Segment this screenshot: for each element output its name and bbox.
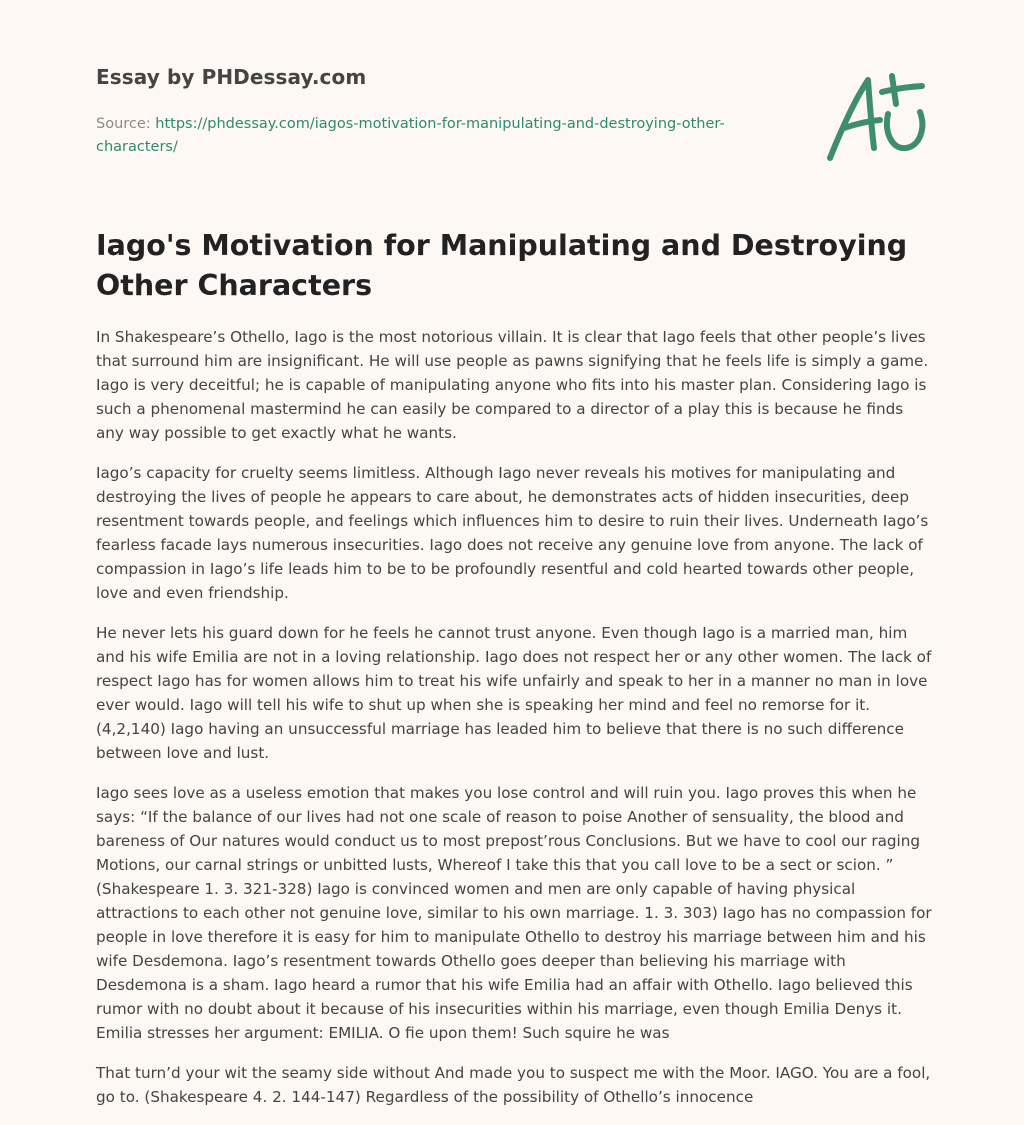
source-line (96, 113, 796, 159)
a-plus-logo-icon (822, 68, 932, 166)
paragraph-5: That turn’d your wit the seamy side without And made you to suspect me with the Moor. IAGO. You are a fool, go to. (Shakespeare 4. 2. 144-147) Regardless of the possibility of Othello’s innocence (96, 1064, 931, 1106)
paragraph-4: Iago sees love as a useless emotion that makes you lose control and will ruin you. Iago proves this when he says: “If the balance of our lives had not one scale of reason to poise Another of sensuality, the blood and bareness of Our natures would conduct us to most prepost’rous Conclusions. But we have to cool our raging Motions, our carnal strings or unbitted lusts, Whereof I take this that you call love to be a sect or scion. ” (Shakespeare 1. 3. 321-328) Iago is convinced women and men are only capable of having physical attractions to each other not genuine love, similar to his own marriage. 1. 3. 303) Iago has no compassion for people in love therefore it is easy for him to manipulate Othello to destroy his marriage between him and his wife Desdemona. Iago’s resentment towards Othello goes deeper than believing his marriage with Desdemona is a sham. Iago heard a rumor that his wife Emilia had an affair with Othello. Iago believed this rumor with no doubt about it because of his insecurities within his marriage, even though Emilia Denys it. Emilia stresses her argument: EMILIA. O fie upon them! Such squire he was (96, 784, 932, 1042)
article-title: Iago's Motivation for Manipulating and Destroying Other Characters (96, 229, 908, 302)
article-body (96, 325, 932, 1125)
source-link[interactable]: https://phdessay.com/iagos-motivation-for-manipulating-and-destroying-other-characters/ (96, 116, 725, 155)
site-name: Essay by PHDessay.com (96, 65, 367, 89)
paragraph-2: Iago’s capacity for cruelty seems limitless. Although Iago never reveals his motives for manipulating and destroying the lives of people he appears to care about, he demonstrates acts of hidden insecurities, deep resentment towards people, and feelings which influences him to desire to ruin their lives. Underneath Iago’s fearless facade lays numerous insecurities. Iago does not receive any genuine love from anyone. The lack of compassion in Iago’s life leads him to be to be profoundly resentful and cold hearted towards other people, love and even friendship. (96, 464, 929, 602)
source-label: Source: (96, 116, 156, 132)
paragraph-3: He never lets his guard down for he feels he cannot trust anyone. Even though Iago is a married man, him and his wife Emilia are not in a loving relationship. Iago does not respect her or any other women. The lack of respect Iago has for women allows him to treat his wife unfairly and speak to her in a manner no man in love ever would. Iago will tell his wife to shut up when she is speaking her mind and feel no remorse for it. (4,2,140) Iago having an unsuccessful marriage has leaded him to believe that there is no such difference between love and lust. (96, 624, 932, 762)
paragraph-1: In Shakespeare’s Othello, Iago is the most notorious villain. It is clear that Iago feels that other people’s lives that surround him are insignificant. He will use people as pawns signifying that he feels life is simply a game. Iago is very deceitful; he is capable of manipulating anyone who fits into his master plan. Considering Iago is such a phenomenal mastermind he can easily be compared to a director of a play this is because he finds any way possible to get exactly what he wants. (96, 328, 929, 442)
